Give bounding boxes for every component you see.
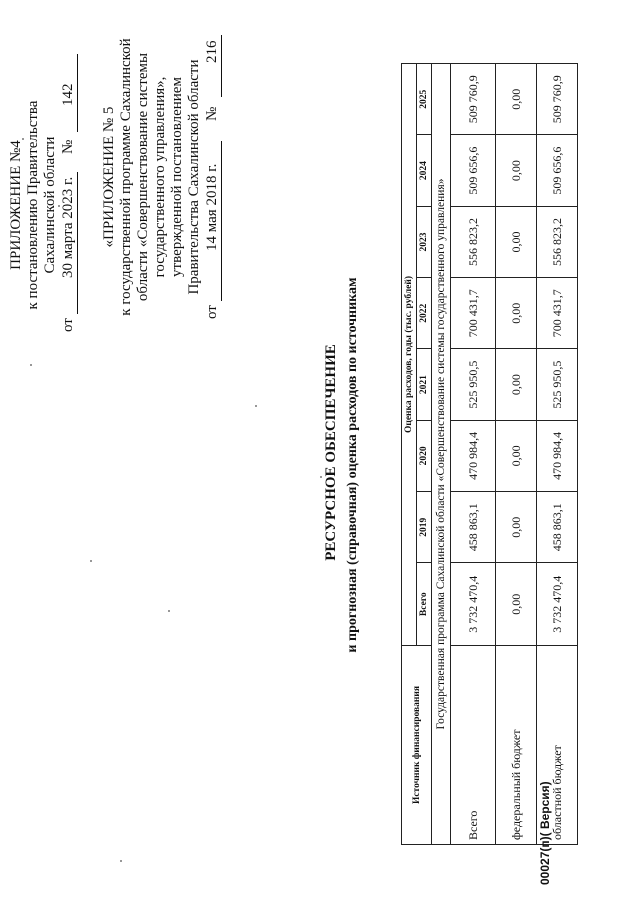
appendix-4-number-label: № bbox=[60, 139, 76, 154]
scan-speck bbox=[320, 476, 322, 478]
appendix-4-date-underline bbox=[77, 172, 78, 314]
column-header: Всего bbox=[417, 563, 432, 646]
table-cell: 509 656,6 bbox=[537, 135, 578, 206]
table-cell: 0,00 bbox=[496, 135, 537, 206]
estimate-header: Оценка расходов, годы (тыс. рублей) bbox=[402, 64, 417, 646]
scan-speck bbox=[168, 610, 170, 612]
table-cell: 0,00 bbox=[496, 64, 537, 135]
appendix-4-line-2: Сахалинской области bbox=[42, 136, 58, 274]
scan-speck bbox=[58, 205, 60, 207]
appendix-4-date-line bbox=[60, 40, 78, 370]
document-title: РЕСУРСНОЕ ОБЕСПЕЧЕНИЕ bbox=[323, 344, 339, 561]
appendix-4-line-1: к постановлению Правительства bbox=[25, 100, 41, 310]
funding-table bbox=[401, 63, 578, 845]
appendix-5-number: 216 bbox=[204, 40, 220, 63]
table-cell: 0,00 bbox=[496, 206, 537, 277]
table-cell: 509 760,9 bbox=[537, 64, 578, 135]
appendix-4-block bbox=[8, 40, 78, 370]
appendix-5-number-label: № bbox=[204, 106, 220, 121]
table-cell: 0,00 bbox=[496, 420, 537, 491]
column-header: 2022 bbox=[417, 278, 432, 349]
table-cell: 509 760,9 bbox=[451, 64, 496, 135]
appendix-5-line-3: государственного управления», bbox=[152, 76, 168, 278]
program-name: Государственная программа Сахалинской области «Совершенствование системы государственного управления» bbox=[432, 64, 451, 845]
appendix-5-line-5: Правительства Сахалинской области bbox=[186, 59, 202, 295]
table-cell: 3 732 470,4 bbox=[451, 563, 496, 646]
column-header: 2025 bbox=[417, 64, 432, 135]
appendix-5-from-label: от bbox=[204, 305, 220, 319]
table-cell: 556 823,2 bbox=[537, 206, 578, 277]
table-cell: 458 863,1 bbox=[537, 492, 578, 563]
appendix-4-title: ПРИЛОЖЕНИЕ №4 bbox=[8, 140, 24, 270]
document-subtitle: и прогнозная (справочная) оценка расходов по источникам bbox=[345, 277, 360, 653]
table-cell: 525 950,5 bbox=[537, 349, 578, 420]
appendix-5-number-underline bbox=[221, 35, 222, 97]
table-cell: 700 431,7 bbox=[537, 278, 578, 349]
scan-speck bbox=[255, 405, 257, 407]
appendix-5-block bbox=[101, 7, 222, 347]
table-header-row-1 bbox=[402, 64, 417, 845]
column-header: 2019 bbox=[417, 492, 432, 563]
table-cell: 470 984,4 bbox=[451, 420, 496, 491]
appendix-5-line-4: утвержденной постановлением bbox=[169, 77, 185, 277]
row-label: областной бюджет bbox=[537, 646, 578, 845]
table-row bbox=[496, 64, 537, 845]
scan-speck bbox=[90, 560, 92, 562]
appendix-5-title: «ПРИЛОЖЕНИЕ № 5 bbox=[101, 106, 117, 248]
table-cell: 525 950,5 bbox=[451, 349, 496, 420]
scan-speck bbox=[30, 364, 32, 366]
appendix-4-from-label: от bbox=[60, 318, 76, 332]
version-label: 00027(п)( Версия) bbox=[538, 781, 552, 885]
appendix-5-line-2: области «Совершенствование системы bbox=[135, 52, 151, 302]
column-header: 2023 bbox=[417, 206, 432, 277]
column-header: 2024 bbox=[417, 135, 432, 206]
table-cell: 556 823,2 bbox=[451, 206, 496, 277]
scan-speck bbox=[120, 860, 122, 862]
table-cell: 3 732 470,4 bbox=[537, 563, 578, 646]
row-label: Всего bbox=[451, 646, 496, 845]
table-row bbox=[451, 64, 496, 845]
table-cell: 458 863,1 bbox=[451, 492, 496, 563]
column-header: 2020 bbox=[417, 420, 432, 491]
program-row bbox=[432, 64, 451, 845]
table-cell: 0,00 bbox=[496, 349, 537, 420]
source-header: Источник финансирования bbox=[402, 646, 432, 845]
table-cell: 509 656,6 bbox=[451, 135, 496, 206]
table-cell: 0,00 bbox=[496, 492, 537, 563]
table-cell: 0,00 bbox=[496, 278, 537, 349]
appendix-5-date: 14 мая 2018 г. bbox=[204, 163, 220, 251]
appendix-4-date: 30 марта 2023 г. bbox=[60, 176, 76, 278]
row-label: федеральный бюджет bbox=[496, 646, 537, 845]
column-header: 2021 bbox=[417, 349, 432, 420]
table-row bbox=[537, 64, 578, 845]
appendix-5-date-underline bbox=[221, 141, 222, 301]
scan-speck bbox=[22, 138, 24, 140]
appendix-4-number: 142 bbox=[60, 83, 76, 106]
appendix-5-date-line bbox=[204, 7, 222, 347]
appendix-4-number-underline bbox=[77, 54, 78, 132]
appendix-5-line-1: к государственной программе Сахалинской bbox=[118, 38, 134, 316]
table-cell: 700 431,7 bbox=[451, 278, 496, 349]
table-cell: 0,00 bbox=[496, 563, 537, 646]
table-cell: 470 984,4 bbox=[537, 420, 578, 491]
